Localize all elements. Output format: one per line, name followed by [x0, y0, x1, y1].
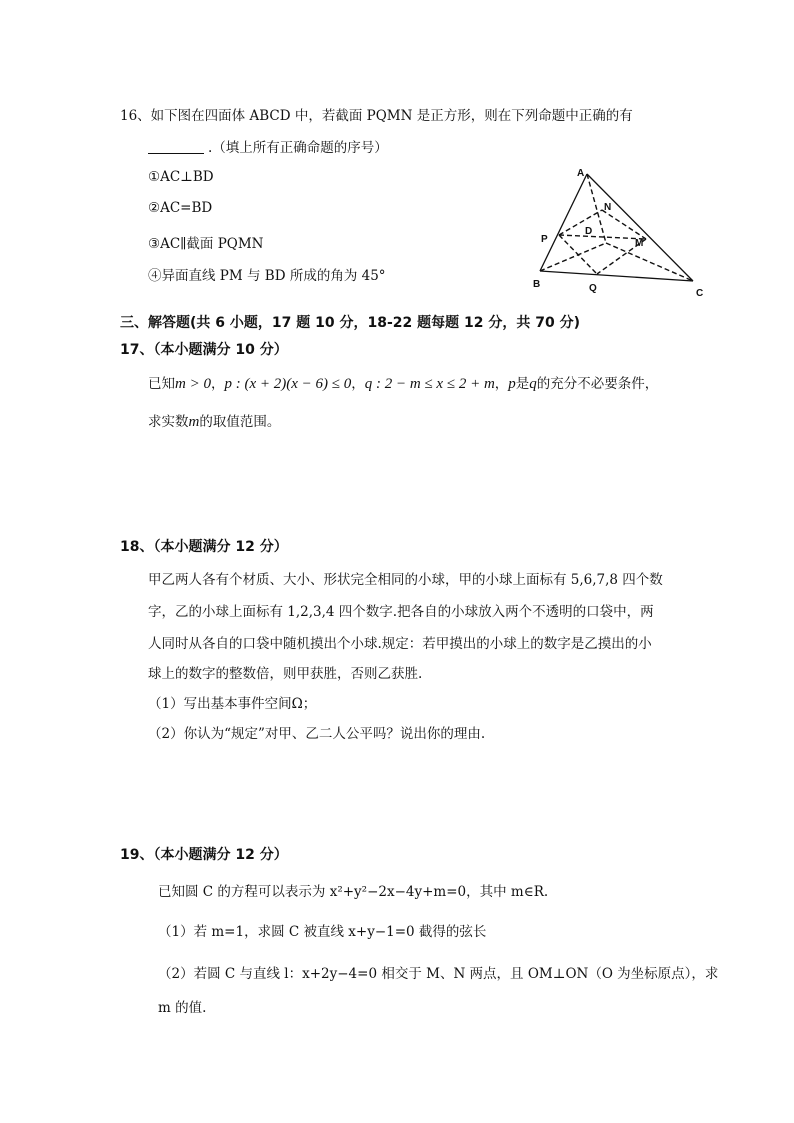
q16-option-3: ③AC∥截面 PQMN — [148, 236, 264, 252]
edge-DC — [606, 243, 693, 281]
label-B: B — [533, 279, 541, 290]
q19-sub-1: （1）若 m=1，求圆 C 被直线 x+y−1=0 截得的弦长 — [158, 924, 487, 940]
label-Q: Q — [589, 283, 597, 294]
q17-header: 17、（本小题满分 10 分） — [120, 342, 288, 358]
q19-header: 19、（本小题满分 12 分） — [120, 847, 288, 863]
label-D: D — [585, 226, 593, 237]
q17-line-1: 已知m > 0，p : (x + 2)(x − 6) ≤ 0，q : 2 − m ≤ x ≤ 2 + m，p是q的充分不必要条件， — [148, 376, 659, 392]
label-P: P — [541, 234, 548, 245]
tetrahedron-figure — [528, 160, 713, 300]
q17-p-definition: p : (x + 2)(x − 6) ≤ 0 — [224, 376, 352, 392]
q16-stem: 16、如下图在四面体 ABCD 中，若截面 PQMN 是正方形，则在下列命题中正确的有 — [120, 108, 633, 124]
q19-sub-2-line-1: （2）若圆 C 与直线 l：x+2y−4=0 相交于 M、N 两点，且 OM⊥ON（O 为坐标原点），求 — [158, 966, 719, 982]
q17-line2-suffix: 的取值范围。 — [199, 414, 281, 430]
q18-header: 18、（本小题满分 12 分） — [120, 539, 288, 555]
q17-line-2 — [148, 410, 280, 431]
label-C: C — [696, 288, 704, 299]
q17-q-definition: q : 2 − m ≤ x ≤ 2 + m — [364, 376, 495, 392]
section-PQ — [559, 235, 597, 274]
q18-sub-2: （2）你认为“规定”对甲、乙二人公平吗？说出你的理由. — [148, 726, 486, 742]
answer-blank[interactable] — [148, 153, 204, 154]
q17-m-label: m — [188, 414, 200, 430]
section-PM — [559, 235, 646, 239]
q18-line-4: 球上的数字的整数倍，则甲获胜，否则乙获胜. — [148, 666, 423, 682]
label-N: N — [604, 202, 612, 213]
label-A: A — [577, 168, 585, 179]
q18-line-1: 甲乙两人各有个材质、大小、形状完全相同的小球，甲的小球上面标有 5,6,7,8 四个数 — [148, 572, 663, 588]
q17-line2-prefix: 求实数 — [148, 414, 189, 430]
q17-line1-prefix: 已知 — [148, 376, 175, 392]
q17-q-label: q — [529, 376, 537, 392]
q18-line-2: 字，乙的小球上面标有 1,2,3,4 四个数字.把各自的小球放入两个不透明的口袋中，两 — [148, 604, 654, 620]
q17-line1-suffix: 的充分不必要条件， — [536, 376, 659, 392]
q16-option-2: ②AC=BD — [148, 200, 213, 216]
edge-BC — [540, 271, 693, 281]
q16-option-1: ①AC⊥BD — [148, 169, 214, 185]
q17-p-label: p — [508, 376, 516, 392]
q16-fill-hint: .（填上所有正确命题的序号） — [208, 140, 388, 156]
section-3-title: 三、解答题(共 6 小题，17 题 10 分，18-22 题每题 12 分，共 70 分) — [120, 315, 580, 331]
edge-BD — [540, 243, 606, 271]
q19-stem: 已知圆 C 的方程可以表示为 x²+y²−2x−4y+m=0，其中 m∈R. — [158, 884, 549, 900]
q16-option-4: ④异面直线 PM 与 BD 所成的角为 45° — [148, 268, 386, 284]
q19-sub-2-line-2: m 的值. — [158, 1000, 207, 1016]
edge-AC — [587, 174, 693, 281]
section-PN — [559, 210, 602, 235]
section-NM — [602, 210, 646, 239]
q17-is-text: 是 — [515, 376, 530, 392]
q18-sub-1: （1）写出基本事件空间Ω； — [148, 696, 317, 712]
q18-line-3: 人同时从各自的口袋中随机摸出个小球.规定：若甲摸出的小球上的数字是乙摸出的小 — [148, 636, 652, 652]
q17-m-condition: m > 0 — [175, 376, 211, 392]
q16-fill-line — [148, 136, 388, 156]
label-M: M — [635, 238, 644, 249]
